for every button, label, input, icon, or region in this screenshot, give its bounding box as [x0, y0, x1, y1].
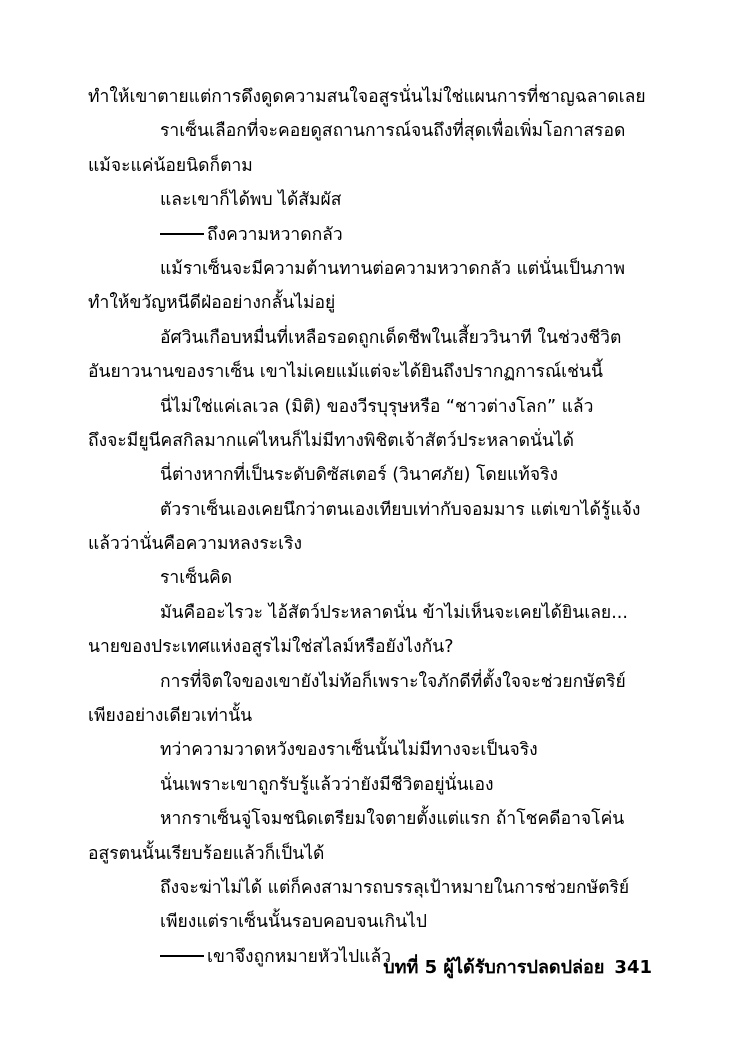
text-line: ทว่าความวาดหวังของราเซ็นนั้นไม่มีทางจะเป็นจริง: [160, 740, 538, 761]
text-line: นี่ไม่ใช่แค่เลเวล (มิติ) ของวีรบุรุษหรือ “ชาวต่างโลก” แล้ว: [160, 396, 594, 417]
text-line: และเขาก็ได้พบ ได้สัมผัส: [160, 190, 342, 211]
em-dash-rule: [160, 955, 204, 957]
text-line: นั่นเพราะเขาถูกรับรู้แล้วว่ายังมีชีวิตอยู่นั่นเอง: [160, 774, 494, 795]
text-line: เพียงแต่ราเซ็นนั้นรอบคอบจนเกินไป: [160, 912, 427, 933]
text-line: ตัวราเซ็นเองเคยนึกว่าตนเองเทียบเท่ากับจอมมาร แต่เขาได้รู้แจ้ง: [160, 499, 641, 520]
text-line: ราเซ็นคิด: [160, 568, 233, 589]
page-number: 341: [614, 957, 652, 978]
page-footer: [383, 952, 652, 981]
text-line-with-dash: [88, 218, 654, 252]
text-line: ถึงความหวาดกลัว: [207, 224, 343, 245]
text-line: แล้วว่านั่นคือความหลงระเริง: [88, 534, 303, 555]
text-line: นี่ต่างหากที่เป็นระดับดิซัสเตอร์ (วินาศภัย) โดยแท้จริง: [160, 465, 559, 486]
text-line: การที่จิตใจของเขายังไม่ท้อก็เพราะใจภักดีที่ตั้งใจจะช่วยกษัตริย์: [160, 671, 626, 692]
em-dash-rule: [160, 233, 204, 235]
text-line: อสูรตนนั้นเรียบร้อยแล้วก็เป็นได้: [88, 843, 325, 864]
text-line: แม้จะแค่น้อยนิดก็ตาม: [88, 155, 253, 176]
text-line: ทำให้เขาตายแต่การดึงดูดความสนใจอสูรนั่นไม่ใช่แผนการที่ชาญฉลาดเลย: [88, 87, 646, 107]
text-line: เขาจึงถูกหมายหัวไปแล้ว: [207, 946, 392, 967]
body-text: [88, 80, 654, 974]
text-line: ทำให้ขวัญหนีดีฝ่ออย่างกลั้นไม่อยู่: [88, 293, 336, 314]
text-line: ถึงจะฆ่าไม่ได้ แต่ก็คงสามารถบรรลุเป้าหมายในการช่วยกษัตริย์: [160, 877, 630, 898]
text-line: ราเซ็นเลือกที่จะคอยดูสถานการณ์จนถึงที่สุดเพื่อเพิ่มโอกาสรอด: [160, 121, 626, 142]
text-line: นายของประเทศแห่งอสูรไม่ใช่สไลม์หรือยังไงกัน?: [88, 637, 454, 658]
text-line: มันคืออะไรวะ ไอ้สัตว์ประหลาดนั่น ข้าไม่เห็นจะเคยได้ยินเลย...: [160, 602, 628, 623]
chapter-title: บทที่ 5 ผู้ได้รับการปลดปล่อย: [383, 957, 605, 978]
text-line: หากราเซ็นจู่โจมชนิดเตรียมใจตายตั้งแต่แรก ถ้าโชคดีอาจโค่น: [160, 809, 625, 830]
text-line: ถึงจะมียูนีคสกิลมากแค่ไหนก็ไม่มีทางพิชิตเจ้าสัตว์ประหลาดนั่นได้: [88, 430, 575, 451]
text-line: แม้ราเซ็นจะมีความต้านทานต่อความหวาดกลัว แต่นั่นเป็นภาพ: [160, 258, 625, 279]
text-line: อัศวินเกือบหมื่นที่เหลือรอดถูกเด็ดชีพในเสี้ยววินาที ในช่วงชีวิต: [160, 327, 622, 348]
text-line: อันยาวนานของราเซ็น เขาไม่เคยแม้แต่จะได้ยินถึงปรากฏการณ์เช่นนี้: [88, 362, 603, 383]
text-line: เพียงอย่างเดียวเท่านั้น: [88, 706, 253, 727]
